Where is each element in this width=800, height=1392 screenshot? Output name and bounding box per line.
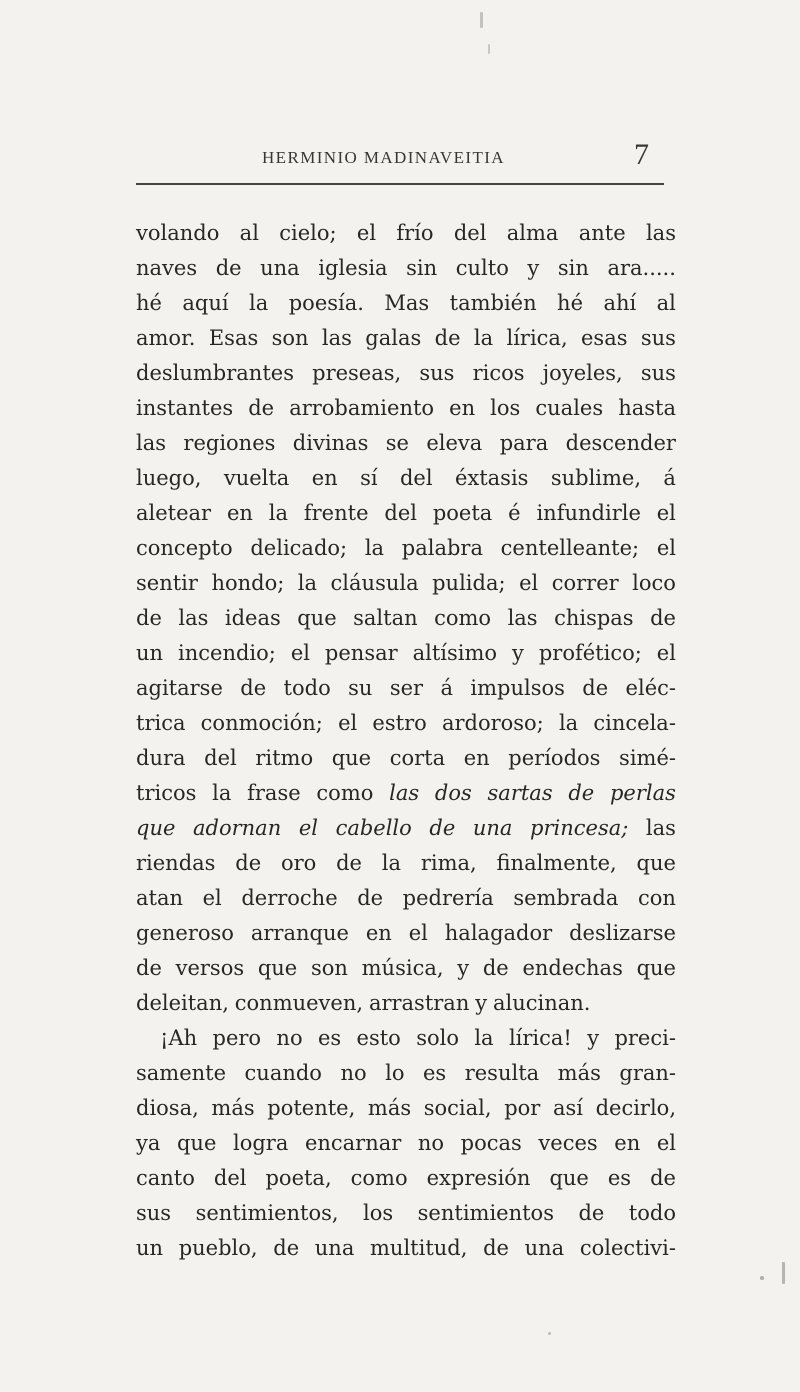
text-line [136, 566, 676, 601]
word: períodos [508, 746, 601, 770]
word: del [453, 221, 487, 245]
word: ¡Ah [160, 1026, 198, 1050]
word: luego, [136, 466, 202, 490]
word: rima, [420, 851, 477, 875]
word: lo [385, 1061, 405, 1085]
word: las [507, 606, 538, 630]
word: más [367, 1096, 412, 1120]
text-line [136, 671, 676, 706]
word: ya [136, 1131, 161, 1155]
word: esto [356, 1026, 401, 1050]
word: incendio; [178, 641, 276, 665]
text-line [136, 601, 676, 636]
word: preseas, [312, 361, 402, 385]
word: del [399, 466, 433, 490]
word: sus [640, 361, 676, 385]
word: volando [136, 221, 220, 245]
word: que [636, 956, 676, 980]
word: sentimientos, [195, 1201, 339, 1225]
word: diosa, [136, 1096, 199, 1120]
word: como [434, 606, 492, 630]
word: corta [389, 746, 446, 770]
word: cuando [244, 1061, 322, 1085]
word: profético; [538, 641, 642, 665]
word: amor. [136, 326, 196, 350]
word: poeta [432, 501, 493, 525]
word: de [582, 676, 609, 700]
word: hasta [618, 396, 676, 420]
word: lírica, [506, 326, 568, 350]
text-line [136, 496, 676, 531]
word: versos [175, 956, 245, 980]
word: como [350, 1166, 408, 1190]
word: por [504, 1096, 541, 1120]
text-line [136, 461, 676, 496]
word: sus [640, 326, 676, 350]
word: galas [365, 326, 422, 350]
word: frase [247, 781, 301, 805]
word: las [136, 431, 167, 455]
word: se [385, 431, 409, 455]
word: samente [136, 1061, 227, 1085]
word: de [482, 956, 509, 980]
word: el [338, 711, 358, 735]
word: halagador [444, 921, 553, 945]
word: vuelta [223, 466, 290, 490]
word: sin [406, 256, 438, 280]
word: cincela- [593, 711, 676, 735]
word: arranque [250, 921, 349, 945]
word: el [202, 886, 222, 910]
word: es [422, 1061, 447, 1085]
word: chispas [554, 606, 634, 630]
word: ser [389, 676, 424, 700]
word: tricos [136, 781, 197, 805]
word: descender [565, 431, 676, 455]
word: el [519, 571, 539, 595]
word: centelleante; [500, 536, 640, 560]
word: el [356, 221, 377, 245]
text-line [136, 426, 676, 461]
word: agitarse [136, 676, 223, 700]
word: el [290, 641, 310, 665]
text-line [136, 706, 676, 741]
word: á [663, 466, 676, 490]
word: delicado; [250, 536, 348, 560]
word: dos [434, 781, 472, 805]
word: su [348, 676, 373, 700]
paper-speck [782, 1262, 785, 1284]
word: solo [416, 1026, 459, 1050]
word: eleva [426, 431, 483, 455]
word: joyeles, [542, 361, 623, 385]
word: conmueven, [234, 991, 364, 1015]
word: adornan [193, 816, 282, 840]
word: deslumbrantes [136, 361, 294, 385]
word: un [136, 641, 164, 665]
word: no [276, 1026, 303, 1050]
word: que [176, 1131, 217, 1155]
word: multitud, [370, 1236, 468, 1260]
word: más [557, 1061, 601, 1085]
word: la [297, 571, 318, 595]
word: pedrería [402, 886, 494, 910]
word: deslizarse [569, 921, 676, 945]
word: en [226, 501, 253, 525]
word: de [235, 851, 262, 875]
word: canto [136, 1166, 195, 1190]
word: derroche [241, 886, 338, 910]
word: el [656, 641, 676, 665]
word: perlas [609, 781, 676, 805]
word: altísimo [412, 641, 498, 665]
word: de [248, 396, 275, 420]
word: loco [632, 571, 676, 595]
word: de [578, 1201, 605, 1225]
header-rule [136, 183, 664, 185]
word: naves [136, 256, 198, 280]
word: iglesia [318, 256, 388, 280]
text-line [136, 286, 676, 321]
word: y [475, 991, 488, 1015]
word: al [239, 221, 259, 245]
word: y [527, 256, 540, 280]
word: ante [578, 221, 626, 245]
text-line [136, 636, 676, 671]
word: aquí [182, 291, 229, 315]
word: infundirle [536, 501, 641, 525]
word: no [340, 1061, 367, 1085]
text-line [136, 216, 676, 251]
word: eléc- [625, 676, 676, 700]
word: simé- [619, 746, 676, 770]
word: sembrada [513, 886, 619, 910]
word: palabra [401, 536, 483, 560]
word: arrobamiento [289, 396, 435, 420]
word: potente, [267, 1096, 356, 1120]
word: trica [136, 711, 186, 735]
text-line [136, 951, 676, 986]
word: las [178, 606, 209, 630]
word: deleitan, [136, 991, 229, 1015]
word: expresión [426, 1166, 531, 1190]
text-line [136, 881, 676, 916]
word: preci- [614, 1026, 676, 1050]
word: al [656, 291, 676, 315]
page-number: 7 [634, 138, 649, 171]
word: una [260, 256, 300, 280]
word: en [365, 921, 392, 945]
word: el [656, 1131, 676, 1155]
word: cielo; [279, 221, 337, 245]
word: la [212, 781, 232, 805]
word: el [298, 816, 318, 840]
word: logra [232, 1131, 289, 1155]
word: divinas [292, 431, 369, 455]
text-line [136, 1126, 676, 1161]
word: sin [557, 256, 589, 280]
word: son [310, 956, 348, 980]
word: la [473, 326, 494, 350]
word: sus [419, 361, 455, 385]
word: sí [360, 466, 378, 490]
word: todo [628, 1201, 676, 1225]
text-line [136, 986, 676, 1021]
word: regiones [183, 431, 276, 455]
word: es [607, 1166, 632, 1190]
word: culto [455, 256, 509, 280]
word: con [637, 886, 676, 910]
word: hé [557, 291, 583, 315]
word: poesía. [288, 291, 364, 315]
word: de [357, 886, 384, 910]
word: saltan [353, 606, 418, 630]
word: poeta, [265, 1166, 332, 1190]
word: esas [581, 326, 628, 350]
paper-speck [760, 1276, 764, 1280]
word: generoso [136, 921, 234, 945]
word: cuales [535, 396, 604, 420]
running-head [220, 138, 660, 172]
word: colectivi- [579, 1236, 676, 1260]
word: alucinan. [492, 991, 591, 1015]
word: de [273, 1236, 300, 1260]
text-line [136, 846, 676, 881]
word: que [331, 746, 372, 770]
word: veces [538, 1131, 598, 1155]
word: de [136, 956, 162, 980]
word: de [136, 606, 162, 630]
word: la [558, 711, 579, 735]
word: pensar [324, 641, 398, 665]
word: las [645, 816, 676, 840]
word: las [321, 326, 352, 350]
word: el [656, 536, 676, 560]
word: é [508, 501, 521, 525]
word: instantes [136, 396, 234, 420]
word: que [549, 1166, 589, 1190]
word: cabello [335, 816, 412, 840]
word: endechas [522, 956, 623, 980]
text-line [136, 391, 676, 426]
word: y [457, 956, 470, 980]
word: de [483, 1236, 509, 1260]
word: de [336, 851, 362, 875]
word: decirlo, [595, 1096, 676, 1120]
paper-speck [488, 44, 490, 54]
word: que [257, 956, 298, 980]
word: la [474, 1026, 494, 1050]
word: más [211, 1096, 255, 1120]
word: social, [423, 1096, 492, 1120]
text-line [136, 321, 676, 356]
word: estro [372, 711, 427, 735]
word: frío [396, 221, 434, 245]
body-text [136, 216, 676, 1266]
text-line [136, 1161, 676, 1196]
text-line [136, 1231, 676, 1266]
word: lírica! [508, 1026, 572, 1050]
word: cláusula [330, 571, 419, 595]
word: una [524, 1236, 565, 1260]
word: sentir [136, 571, 198, 595]
word: en [463, 746, 490, 770]
word: son [271, 326, 309, 350]
word: todo [283, 676, 331, 700]
text-line [136, 741, 676, 776]
text-line [136, 811, 676, 846]
word: del [204, 746, 237, 770]
word: pulida; [432, 571, 506, 595]
word: así [552, 1096, 583, 1120]
text-line [136, 1056, 676, 1091]
word: de [568, 781, 595, 805]
word: y [512, 641, 524, 665]
running-title: HERMINIO MADINAVEITIA [262, 148, 505, 167]
word: ahí [603, 291, 637, 315]
word: riendas [136, 851, 216, 875]
word: como [316, 781, 374, 805]
word: del [384, 501, 417, 525]
paper-speck [480, 12, 483, 28]
word: dura [136, 746, 186, 770]
word: gran- [619, 1061, 676, 1085]
word: las [389, 781, 420, 805]
word: del [213, 1166, 247, 1190]
word: de [650, 606, 676, 630]
word: en [311, 466, 338, 490]
word: una [314, 1236, 355, 1260]
text-line [136, 916, 676, 951]
word: de [215, 256, 242, 280]
word: sus [136, 1201, 172, 1225]
word: hé [136, 291, 162, 315]
word: de [429, 816, 456, 840]
word: un [136, 1236, 164, 1260]
word: en [614, 1131, 641, 1155]
word: alma [506, 221, 559, 245]
text-line [136, 356, 676, 391]
text-line [136, 1021, 676, 1056]
word: las [645, 221, 676, 245]
word: sublime, [550, 466, 642, 490]
word: los [490, 396, 521, 420]
word: la [364, 536, 385, 560]
word: éxtasis [454, 466, 529, 490]
word: finalmente, [496, 851, 617, 875]
word: la [381, 851, 402, 875]
word: de [434, 326, 461, 350]
word: sartas [487, 781, 553, 805]
word: pocas [460, 1131, 522, 1155]
text-line [136, 531, 676, 566]
word: encarnar [304, 1131, 402, 1155]
word: y [587, 1026, 600, 1050]
word: es [317, 1026, 342, 1050]
word: arrastran [368, 991, 470, 1015]
word: Mas [384, 291, 430, 315]
word: que [136, 816, 176, 840]
word: el [656, 501, 676, 525]
word: música, [361, 956, 444, 980]
word: ardoroso; [441, 711, 544, 735]
word: de [240, 676, 267, 700]
word: los [363, 1201, 394, 1225]
paper-speck [548, 1332, 551, 1335]
word: ara..... [607, 256, 676, 280]
text-line [136, 1196, 676, 1231]
word: en [449, 396, 476, 420]
word: una [472, 816, 513, 840]
word: concepto [136, 536, 233, 560]
word: pero [212, 1026, 262, 1050]
word: que [636, 851, 676, 875]
word: oro [280, 851, 317, 875]
word: frente [303, 501, 369, 525]
word: Esas [208, 326, 259, 350]
word: aletear [136, 501, 212, 525]
text-line [136, 1091, 676, 1126]
word: sentimientos [417, 1201, 554, 1225]
word: á [440, 676, 453, 700]
word: ricos [472, 361, 525, 385]
word: para [499, 431, 549, 455]
word: no [417, 1131, 445, 1155]
word: ideas [224, 606, 281, 630]
word: ritmo [255, 746, 314, 770]
text-line [136, 776, 676, 811]
word: impulsos [470, 676, 565, 700]
word: que [297, 606, 337, 630]
word: resulta [464, 1061, 540, 1085]
word: pueblo, [178, 1236, 258, 1260]
word: conmoción; [200, 711, 323, 735]
word: correr [551, 571, 619, 595]
word: princesa; [530, 816, 629, 840]
word: el [408, 921, 428, 945]
word: de [650, 1166, 676, 1190]
word: atan [136, 886, 184, 910]
word: la [268, 501, 289, 525]
word: la [249, 291, 269, 315]
word: también [449, 291, 537, 315]
word: hondo; [211, 571, 285, 595]
text-line [136, 251, 676, 286]
